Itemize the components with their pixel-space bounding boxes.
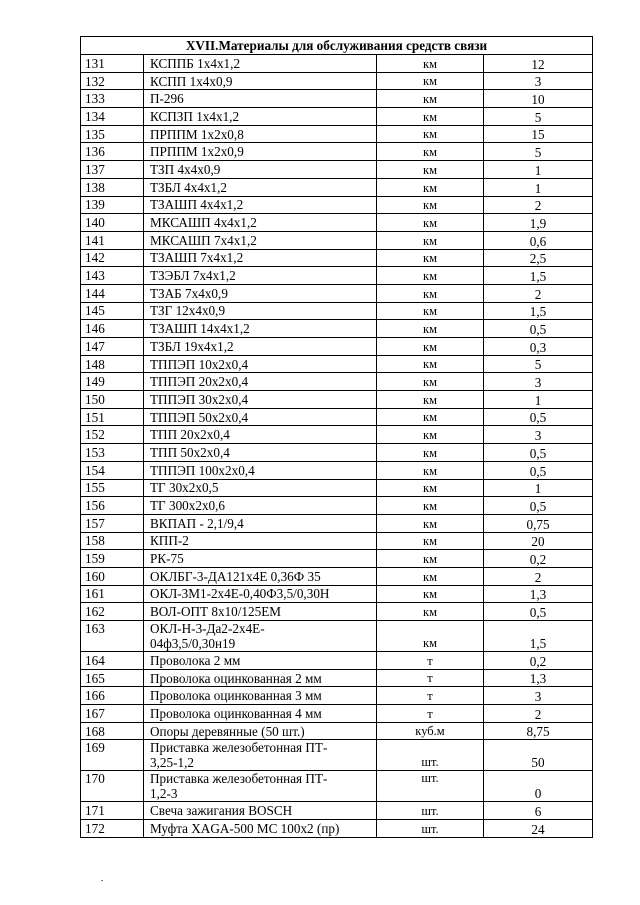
unit: км bbox=[377, 355, 484, 373]
quantity: 5 bbox=[484, 143, 593, 161]
table-row bbox=[81, 214, 593, 232]
row-number: 146 bbox=[81, 320, 144, 338]
material-name bbox=[144, 125, 377, 143]
table-row bbox=[81, 771, 593, 802]
unit: км bbox=[377, 550, 484, 568]
quantity: 8,75 bbox=[484, 722, 593, 740]
quantity: 50 bbox=[484, 740, 593, 771]
material-name bbox=[144, 722, 377, 740]
unit: шт. bbox=[377, 740, 484, 771]
quantity: 1,3 bbox=[484, 669, 593, 687]
row-number: 135 bbox=[81, 125, 144, 143]
table-row bbox=[81, 143, 593, 161]
material-name-line: РК-75 bbox=[150, 551, 184, 567]
table-row bbox=[81, 249, 593, 267]
unit: т bbox=[377, 669, 484, 687]
material-name-line: ТППЭП 10х2х0,4 bbox=[150, 356, 249, 372]
quantity: 1,3 bbox=[484, 585, 593, 603]
row-number: 143 bbox=[81, 267, 144, 285]
row-number: 165 bbox=[81, 669, 144, 687]
unit: шт. bbox=[377, 771, 484, 802]
material-name bbox=[144, 302, 377, 320]
material-name bbox=[144, 355, 377, 373]
row-number: 168 bbox=[81, 722, 144, 740]
unit: км bbox=[377, 267, 484, 285]
table-row bbox=[81, 391, 593, 409]
material-name bbox=[144, 820, 377, 838]
material-name-line: ТЗГ 12х4х0,9 bbox=[150, 303, 226, 319]
row-number: 147 bbox=[81, 338, 144, 356]
table-row bbox=[81, 231, 593, 249]
table-row bbox=[81, 338, 593, 356]
row-number: 134 bbox=[81, 108, 144, 126]
material-name-line: ОКЛ-Н-3-Да2-2х4Е- bbox=[150, 621, 265, 636]
quantity: 0,2 bbox=[484, 550, 593, 568]
quantity: 2 bbox=[484, 567, 593, 585]
table-row bbox=[81, 125, 593, 143]
row-number: 153 bbox=[81, 444, 144, 462]
material-name-line: ВОЛ-ОПТ 8х10/125ЕМ bbox=[150, 604, 281, 620]
material-name-line: КСПЗП 1х4х1,2 bbox=[150, 108, 240, 124]
material-name bbox=[144, 740, 377, 771]
quantity: 1 bbox=[484, 391, 593, 409]
material-name-line: ТГ 30х2х0,5 bbox=[150, 480, 219, 496]
row-number: 144 bbox=[81, 284, 144, 302]
table-row bbox=[81, 72, 593, 90]
material-name bbox=[144, 196, 377, 214]
table-row bbox=[81, 55, 593, 73]
quantity: 2 bbox=[484, 196, 593, 214]
unit: км bbox=[377, 302, 484, 320]
material-name-line: ТЗАБ 7х4х0,9 bbox=[150, 285, 228, 301]
unit: км bbox=[377, 231, 484, 249]
table-row bbox=[81, 408, 593, 426]
table-body bbox=[81, 55, 593, 838]
table-row bbox=[81, 550, 593, 568]
table-row bbox=[81, 567, 593, 585]
quantity: 3 bbox=[484, 426, 593, 444]
table-row bbox=[81, 161, 593, 179]
row-number: 150 bbox=[81, 391, 144, 409]
section-title: XVII.Материалы для обслуживания средств связи bbox=[81, 37, 593, 55]
row-number: 167 bbox=[81, 705, 144, 723]
table-row bbox=[81, 267, 593, 285]
material-name bbox=[144, 479, 377, 497]
material-name bbox=[144, 267, 377, 285]
row-number: 142 bbox=[81, 249, 144, 267]
material-name bbox=[144, 178, 377, 196]
row-number: 169 bbox=[81, 740, 144, 771]
row-number: 164 bbox=[81, 652, 144, 670]
unit: куб.м bbox=[377, 722, 484, 740]
material-name bbox=[144, 444, 377, 462]
material-name-line: ТППЭП 100х2х0,4 bbox=[150, 462, 255, 478]
material-name bbox=[144, 408, 377, 426]
unit: км bbox=[377, 178, 484, 196]
quantity: 1 bbox=[484, 479, 593, 497]
table-row bbox=[81, 320, 593, 338]
quantity: 3 bbox=[484, 72, 593, 90]
material-name bbox=[144, 585, 377, 603]
material-name-line: ТППЭП 20х2х0,4 bbox=[150, 374, 249, 390]
table-row bbox=[81, 669, 593, 687]
unit: км bbox=[377, 214, 484, 232]
unit: км bbox=[377, 72, 484, 90]
material-name bbox=[144, 214, 377, 232]
material-name-line: ПРППМ 1х2х0,8 bbox=[150, 126, 244, 142]
material-name bbox=[144, 514, 377, 532]
material-name-line: ТЗБЛ 4х4х1,2 bbox=[150, 179, 228, 195]
quantity: 2 bbox=[484, 284, 593, 302]
material-name bbox=[144, 284, 377, 302]
material-name bbox=[144, 373, 377, 391]
material-name-line: Приставка железобетонная ПТ- bbox=[150, 771, 328, 787]
material-name-line: ТЗАШП 14х4х1,2 bbox=[150, 321, 250, 337]
unit: км bbox=[377, 338, 484, 356]
unit: км bbox=[377, 161, 484, 179]
material-name-line: ТЗЭБЛ 7х4х1,2 bbox=[150, 268, 236, 284]
row-number: 156 bbox=[81, 497, 144, 515]
quantity: 0,5 bbox=[484, 603, 593, 621]
material-name-line: Свеча зажигания BOSCH bbox=[150, 803, 293, 819]
material-name bbox=[144, 249, 377, 267]
material-name bbox=[144, 143, 377, 161]
table-row bbox=[81, 444, 593, 462]
row-number: 140 bbox=[81, 214, 144, 232]
table-row bbox=[81, 603, 593, 621]
table-row bbox=[81, 585, 593, 603]
row-number: 136 bbox=[81, 143, 144, 161]
quantity: 1,5 bbox=[484, 621, 593, 652]
row-number: 133 bbox=[81, 90, 144, 108]
material-name-line: ТППЭП 30х2х0,4 bbox=[150, 391, 249, 407]
table-row bbox=[81, 479, 593, 497]
unit: км bbox=[377, 567, 484, 585]
row-number: 166 bbox=[81, 687, 144, 705]
unit: км bbox=[377, 125, 484, 143]
material-name bbox=[144, 338, 377, 356]
table-row bbox=[81, 705, 593, 723]
material-name-line: 3,25-1,2 bbox=[150, 755, 194, 771]
material-name-line: ТПП 20х2х0,4 bbox=[150, 427, 230, 443]
unit: км bbox=[377, 514, 484, 532]
unit: км bbox=[377, 621, 484, 652]
row-number: 131 bbox=[81, 55, 144, 73]
row-number: 155 bbox=[81, 479, 144, 497]
material-name bbox=[144, 320, 377, 338]
material-name bbox=[144, 532, 377, 550]
quantity: 0,5 bbox=[484, 497, 593, 515]
table-row bbox=[81, 284, 593, 302]
quantity: 15 bbox=[484, 125, 593, 143]
table-row bbox=[81, 373, 593, 391]
material-name-line: Муфта XAGA-500 МС 100х2 (пр) bbox=[150, 820, 340, 836]
quantity: 0,5 bbox=[484, 444, 593, 462]
table-row bbox=[81, 740, 593, 771]
page-mark bbox=[101, 880, 103, 881]
row-number: 161 bbox=[81, 585, 144, 603]
material-name bbox=[144, 687, 377, 705]
material-name bbox=[144, 603, 377, 621]
material-name bbox=[144, 567, 377, 585]
material-name bbox=[144, 55, 377, 73]
material-name bbox=[144, 621, 377, 652]
row-number: 149 bbox=[81, 373, 144, 391]
unit: км bbox=[377, 320, 484, 338]
row-number: 137 bbox=[81, 161, 144, 179]
unit: км bbox=[377, 479, 484, 497]
quantity: 0,75 bbox=[484, 514, 593, 532]
material-name bbox=[144, 461, 377, 479]
unit: км bbox=[377, 532, 484, 550]
unit: т bbox=[377, 705, 484, 723]
table-row bbox=[81, 196, 593, 214]
quantity: 0,5 bbox=[484, 408, 593, 426]
material-name bbox=[144, 391, 377, 409]
table-row bbox=[81, 687, 593, 705]
row-number: 171 bbox=[81, 802, 144, 820]
material-name-line: ТПП 50х2х0,4 bbox=[150, 444, 230, 460]
material-name bbox=[144, 497, 377, 515]
material-name bbox=[144, 72, 377, 90]
unit: шт. bbox=[377, 802, 484, 820]
row-number: 170 bbox=[81, 771, 144, 802]
table-row bbox=[81, 461, 593, 479]
material-name-line: ВКПАП - 2,1/9,4 bbox=[150, 515, 244, 531]
material-name-line: П-296 bbox=[150, 91, 184, 107]
unit: км bbox=[377, 408, 484, 426]
unit: км bbox=[377, 497, 484, 515]
table-row bbox=[81, 90, 593, 108]
unit: км bbox=[377, 603, 484, 621]
unit: км bbox=[377, 426, 484, 444]
table-row bbox=[81, 532, 593, 550]
row-number: 154 bbox=[81, 461, 144, 479]
material-name-line: ТЗП 4х4х0,9 bbox=[150, 161, 221, 177]
material-name-line: ТГ 300х2х0,6 bbox=[150, 498, 226, 514]
unit: км bbox=[377, 196, 484, 214]
material-name-line: 1,2-3 bbox=[150, 786, 178, 802]
quantity: 5 bbox=[484, 355, 593, 373]
unit: км bbox=[377, 55, 484, 73]
row-number: 163 bbox=[81, 621, 144, 652]
unit: км bbox=[377, 284, 484, 302]
table-row bbox=[81, 820, 593, 838]
material-name-line: МКСАШП 4х4х1,2 bbox=[150, 215, 257, 231]
quantity: 6 bbox=[484, 802, 593, 820]
quantity: 12 bbox=[484, 55, 593, 73]
material-name-line: ПРППМ 1х2х0,9 bbox=[150, 144, 244, 160]
material-name bbox=[144, 669, 377, 687]
quantity: 1,9 bbox=[484, 214, 593, 232]
unit: км bbox=[377, 444, 484, 462]
row-number: 138 bbox=[81, 178, 144, 196]
row-number: 139 bbox=[81, 196, 144, 214]
material-name-line: КСППБ 1х4х1,2 bbox=[150, 55, 241, 71]
table-row bbox=[81, 621, 593, 652]
material-name-line: ОКЛ-3М1-2х4Е-0,40Ф3,5/0,30Н bbox=[150, 586, 330, 602]
material-name bbox=[144, 550, 377, 568]
row-number: 159 bbox=[81, 550, 144, 568]
quantity: 0,6 bbox=[484, 231, 593, 249]
material-name-line: ТЗБЛ 19х4х1,2 bbox=[150, 338, 234, 354]
unit: км bbox=[377, 90, 484, 108]
quantity: 2,5 bbox=[484, 249, 593, 267]
quantity: 0,2 bbox=[484, 652, 593, 670]
quantity: 3 bbox=[484, 687, 593, 705]
material-name-line: 04ф3,5/0,30н19 bbox=[150, 636, 236, 651]
quantity: 2 bbox=[484, 705, 593, 723]
unit: т bbox=[377, 652, 484, 670]
table-row bbox=[81, 108, 593, 126]
quantity: 5 bbox=[484, 108, 593, 126]
material-name-line: ТЗАШП 7х4х1,2 bbox=[150, 250, 244, 266]
row-number: 132 bbox=[81, 72, 144, 90]
quantity: 1,5 bbox=[484, 302, 593, 320]
material-name-line: Проволока оцинкованная 2 мм bbox=[150, 670, 322, 686]
unit: км bbox=[377, 249, 484, 267]
quantity: 0,5 bbox=[484, 320, 593, 338]
row-number: 172 bbox=[81, 820, 144, 838]
row-number: 157 bbox=[81, 514, 144, 532]
unit: км bbox=[377, 585, 484, 603]
table-row bbox=[81, 355, 593, 373]
quantity: 24 bbox=[484, 820, 593, 838]
material-name-line: МКСАШП 7х4х1,2 bbox=[150, 232, 257, 248]
unit: т bbox=[377, 687, 484, 705]
quantity: 1 bbox=[484, 178, 593, 196]
material-name-line: Приставка железобетонная ПТ- bbox=[150, 740, 328, 756]
table-row bbox=[81, 426, 593, 444]
material-name bbox=[144, 108, 377, 126]
material-name-line: КПП-2 bbox=[150, 533, 189, 549]
quantity: 0,5 bbox=[484, 461, 593, 479]
table-row bbox=[81, 514, 593, 532]
material-name bbox=[144, 771, 377, 802]
material-name-line: Опоры деревянные (50 шт.) bbox=[150, 723, 305, 739]
unit: км bbox=[377, 373, 484, 391]
row-number: 141 bbox=[81, 231, 144, 249]
quantity: 1,5 bbox=[484, 267, 593, 285]
quantity: 3 bbox=[484, 373, 593, 391]
material-name-line: ТППЭП 50х2х0,4 bbox=[150, 409, 249, 425]
row-number: 151 bbox=[81, 408, 144, 426]
material-name-line: КСПП 1х4х0,9 bbox=[150, 73, 233, 89]
unit: км bbox=[377, 143, 484, 161]
row-number: 162 bbox=[81, 603, 144, 621]
row-number: 152 bbox=[81, 426, 144, 444]
material-name bbox=[144, 161, 377, 179]
table-row bbox=[81, 302, 593, 320]
material-name-line: ОКЛБГ-3-ДА121х4Е 0,36Ф 35 bbox=[150, 568, 321, 584]
material-name bbox=[144, 90, 377, 108]
quantity: 1 bbox=[484, 161, 593, 179]
table-row bbox=[81, 652, 593, 670]
unit: км bbox=[377, 461, 484, 479]
row-number: 145 bbox=[81, 302, 144, 320]
table-row bbox=[81, 497, 593, 515]
unit: шт. bbox=[377, 820, 484, 838]
section-header-row bbox=[81, 37, 593, 55]
unit: км bbox=[377, 108, 484, 126]
quantity: 0,3 bbox=[484, 338, 593, 356]
table-row bbox=[81, 802, 593, 820]
row-number: 158 bbox=[81, 532, 144, 550]
material-name-line: Проволока 2 мм bbox=[150, 652, 241, 668]
material-name bbox=[144, 705, 377, 723]
quantity: 10 bbox=[484, 90, 593, 108]
table-row bbox=[81, 722, 593, 740]
quantity: 20 bbox=[484, 532, 593, 550]
material-name-line: Проволока оцинкованная 3 мм bbox=[150, 688, 322, 704]
material-name bbox=[144, 231, 377, 249]
quantity: 0 bbox=[484, 771, 593, 802]
materials-table bbox=[80, 36, 593, 838]
material-name bbox=[144, 652, 377, 670]
row-number: 160 bbox=[81, 567, 144, 585]
material-name-line: ТЗАШП 4х4х1,2 bbox=[150, 197, 244, 213]
table-row bbox=[81, 178, 593, 196]
material-name bbox=[144, 426, 377, 444]
material-name-line: Проволока оцинкованная 4 мм bbox=[150, 705, 322, 721]
unit: км bbox=[377, 391, 484, 409]
row-number: 148 bbox=[81, 355, 144, 373]
material-name bbox=[144, 802, 377, 820]
